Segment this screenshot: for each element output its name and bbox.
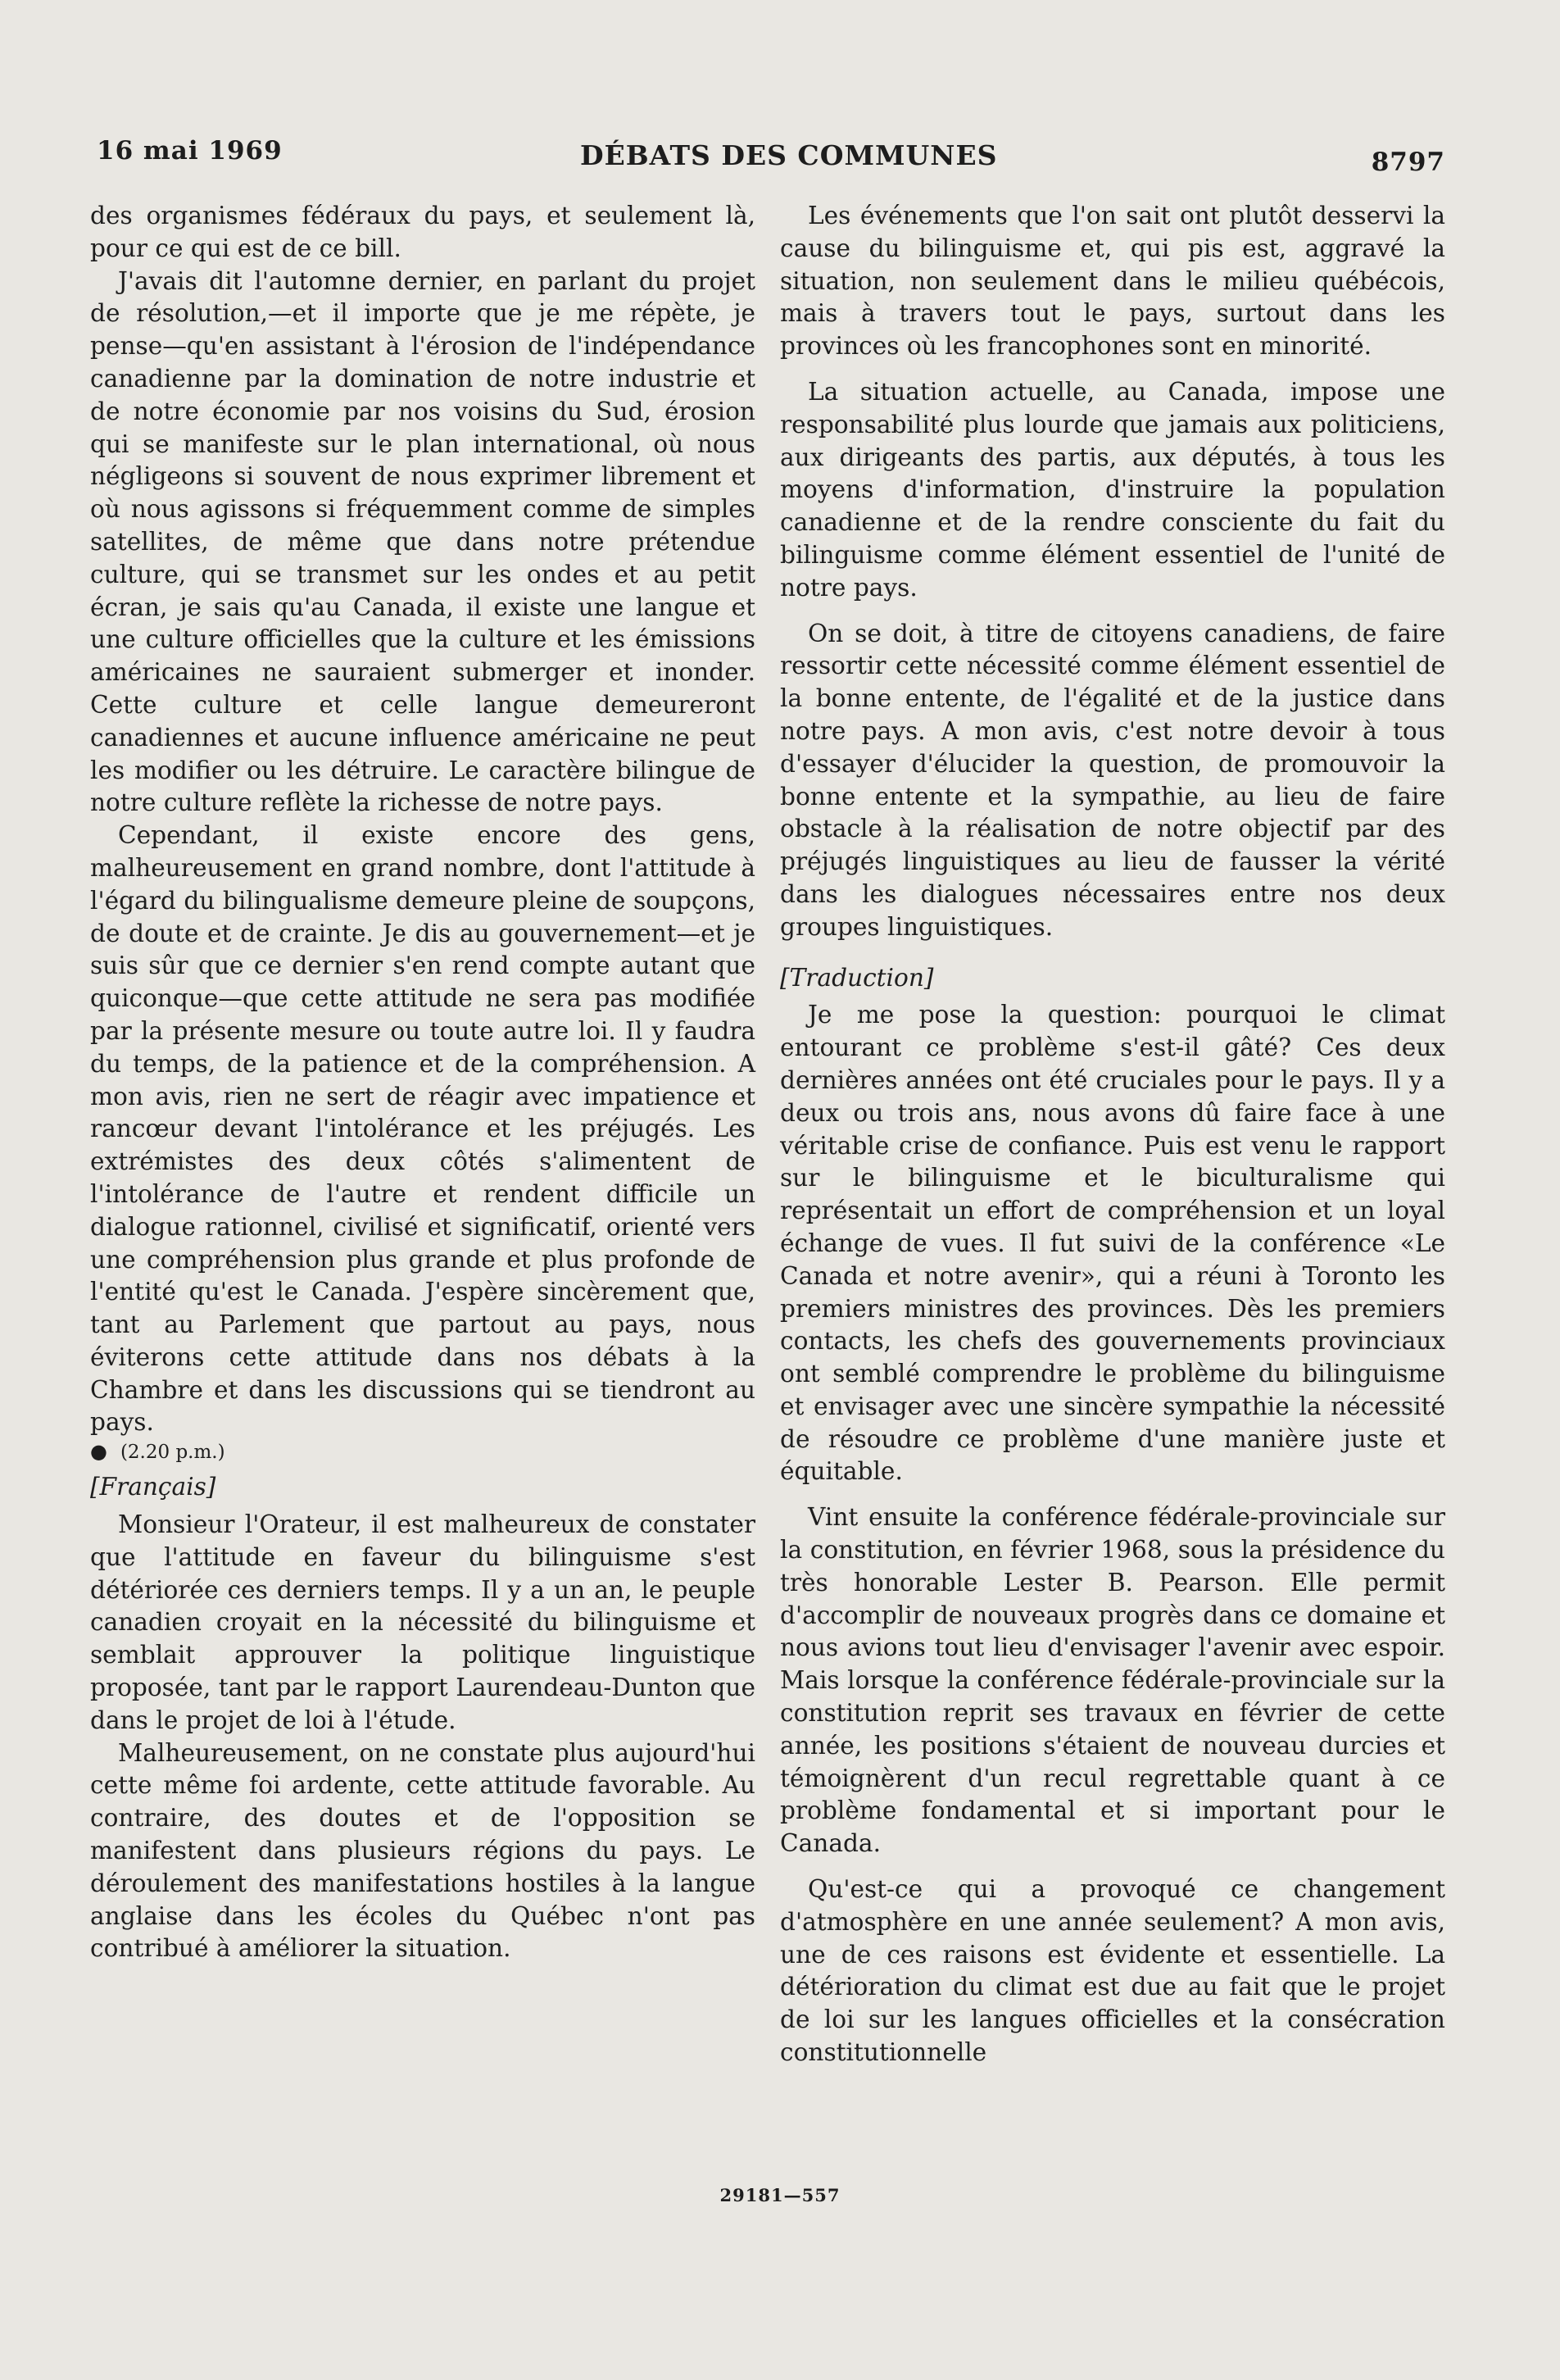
bullet-icon: ● bbox=[90, 1440, 107, 1464]
paragraph: On se doit, à titre de citoyens canadiens, de faire ressortir cette nécessité comme élément essentiel de la bonne entente, de l'égalité et de la justice dans notre pays. A mon avis, c'est notre devoir à tous d'essayer d'élucider la question, de promouvoir la bonne entente et la sympathie, au lieu de faire obstacle à la réalisation de notre objectif par des préjugés linguistiques au lieu de fausser la vérité dans les dialogues nécessaires entre nos deux groupes linguistiques. bbox=[780, 619, 1445, 941]
right-column bbox=[780, 200, 1445, 2069]
language-marker: [Traduction] bbox=[780, 963, 934, 992]
paragraph: Les événements que l'on sait ont plutôt desservi la cause du bilinguisme et, qui pis est, aggravé la situation, non seulement dans le milieu québécois, mais à travers tout le pays, surtout dans les provinces où les francophones sont en minorité. bbox=[780, 202, 1445, 361]
page-footer-code: 29181—557 bbox=[719, 2185, 841, 2205]
header-page-number: 8797 bbox=[1371, 148, 1445, 177]
paragraph: Malheureusement, on ne constate plus aujourd'hui cette même foi ardente, cette attitude favorable. Au contraire, des doutes et de l'opposition se manifestent dans plusieurs régions du pays. Le déroulement des manifestations hostiles à la langue anglaise dans les écoles du Québec n'ont pas contribué à améliorer la situation. bbox=[90, 1738, 755, 1963]
paragraph: des organismes fédéraux du pays, et seulement là, pour ce qui est de ce bill. bbox=[90, 202, 755, 262]
paragraph: Je me pose la question: pourquoi le climat entourant ce problème s'est-il gâté? Ces deux dernières années ont été cruciales pour le pays. Il y a deux ou trois ans, nous avons dû faire face à une véritable crise de confiance. Puis est venu le rapport sur le bilinguisme et le biculturalisme qui représentait un effort de compréhension et un loyal échange de vues. Il fut suivi de la conférence «Le Canada et notre avenir», qui a réuni à Toronto les premiers ministres des provinces. Dès les premiers contacts, les chefs des gouvernements provinciaux ont semblé comprendre le problème du bilinguisme et envisager avec une sincère sympathie la nécessité de résoudre ce problème d'une manière juste et équitable. bbox=[780, 1001, 1445, 1486]
header-title: DÉBATS DES COMMUNES bbox=[580, 139, 998, 171]
paragraph: Cependant, il existe encore des gens, malheureusement en grand nombre, dont l'attitude à l'égard du bilingualisme demeure pleine de soupçons, de doute et de crainte. Je dis au gouvernement—et je suis sûr que ce dernier s'en rend compte autant que quiconque—que cette attitude ne sera pas modifiée par la présente mesure ou toute autre loi. Il y faudra du temps, de la patience et de la compréhension. A mon avis, rien ne sert de réagir avec impatience et rancœur devant l'intolérance et les préjugés. Les extrémistes des deux côtés s'alimentent de l'intolérance de l'autre et rendent difficile un dialogue rationnel, civilisé et significatif, orienté vers une compréhension plus grande et plus profonde de l'entité qu'est le Canada. J'espère sincèrement que, tant au Parlement que partout au pays, nous éviterons cette attitude dans nos débats à la Chambre et dans les discussions qui se tiendront au pays. bbox=[90, 821, 755, 1437]
time-marker bbox=[90, 1439, 755, 1465]
paragraph: Vint ensuite la conférence fédérale-provinciale sur la constitution, en février 1968, sous la présidence du très honorable Lester B. Pearson. Elle permit d'accomplir de nouveaux progrès dans ce domaine et nous avions tout lieu d'envisager l'avenir avec espoir. Mais lorsque la conférence fédérale-provinciale sur la constitution reprit ses travaux en février de cette année, les positions s'étaient de nouveau durcies et témoignèrent d'un recul regrettable quant à ce problème fondamental et si important pour le Canada. bbox=[780, 1503, 1445, 1858]
left-column bbox=[90, 200, 755, 1965]
language-marker: [Français] bbox=[90, 1473, 216, 1501]
header-date: 16 mai 1969 bbox=[97, 136, 283, 166]
time-marker-text: (2.20 p.m.) bbox=[120, 1442, 225, 1464]
paragraph: Monsieur l'Orateur, il est malheureux de constater que l'attitude en faveur du bilinguisme s'est détériorée ces derniers temps. Il y a un an, le peuple canadien croyait en la nécessité du bilinguisme et semblait approuver la politique linguistique proposée, tant par le rapport Laurendeau-Dunton que dans le projet de loi à l'étude. bbox=[90, 1510, 755, 1734]
paragraph: La situation actuelle, au Canada, impose une responsabilité plus lourde que jamais aux politiciens, aux dirigeants des partis, aux députés, à tous les moyens d'information, d'instruire la population canadienne et de la rendre consciente du fait du bilinguisme comme élément essentiel de l'unité de notre pays. bbox=[780, 377, 1445, 602]
paragraph: J'avais dit l'automne dernier, en parlant du projet de résolution,—et il importe que je me répète, je pense—qu'en assistant à l'érosion de l'indépendance canadienne par la domination de notre industrie et de notre économie par nos voisins du Sud, érosion qui se manifeste sur le plan international, où nous négligeons si souvent de nous exprimer librement et où nous agissons si fréquemment comme de simples satellites, de même que dans notre prétendue culture, qui se transmet sur les ondes et au petit écran, je sais qu'au Canada, il existe une langue et une culture officielles que la culture et les émissions américaines ne sauraient submerger et inonder. Cette culture et celle langue demeureront canadiennes et aucune influence américaine ne peut les modifier ou les détruire. Le caractère bilingue de notre culture reflète la richesse de notre pays. bbox=[90, 266, 755, 817]
paragraph: Qu'est-ce qui a provoqué ce changement d'atmosphère en une année seulement? A mon avis, une de ces raisons est évidente et essentielle. La détérioration du climat est due au fait que le projet de loi sur les langues officielles et la consécration constitutionnelle bbox=[780, 1875, 1445, 2067]
page-header bbox=[90, 136, 1445, 185]
